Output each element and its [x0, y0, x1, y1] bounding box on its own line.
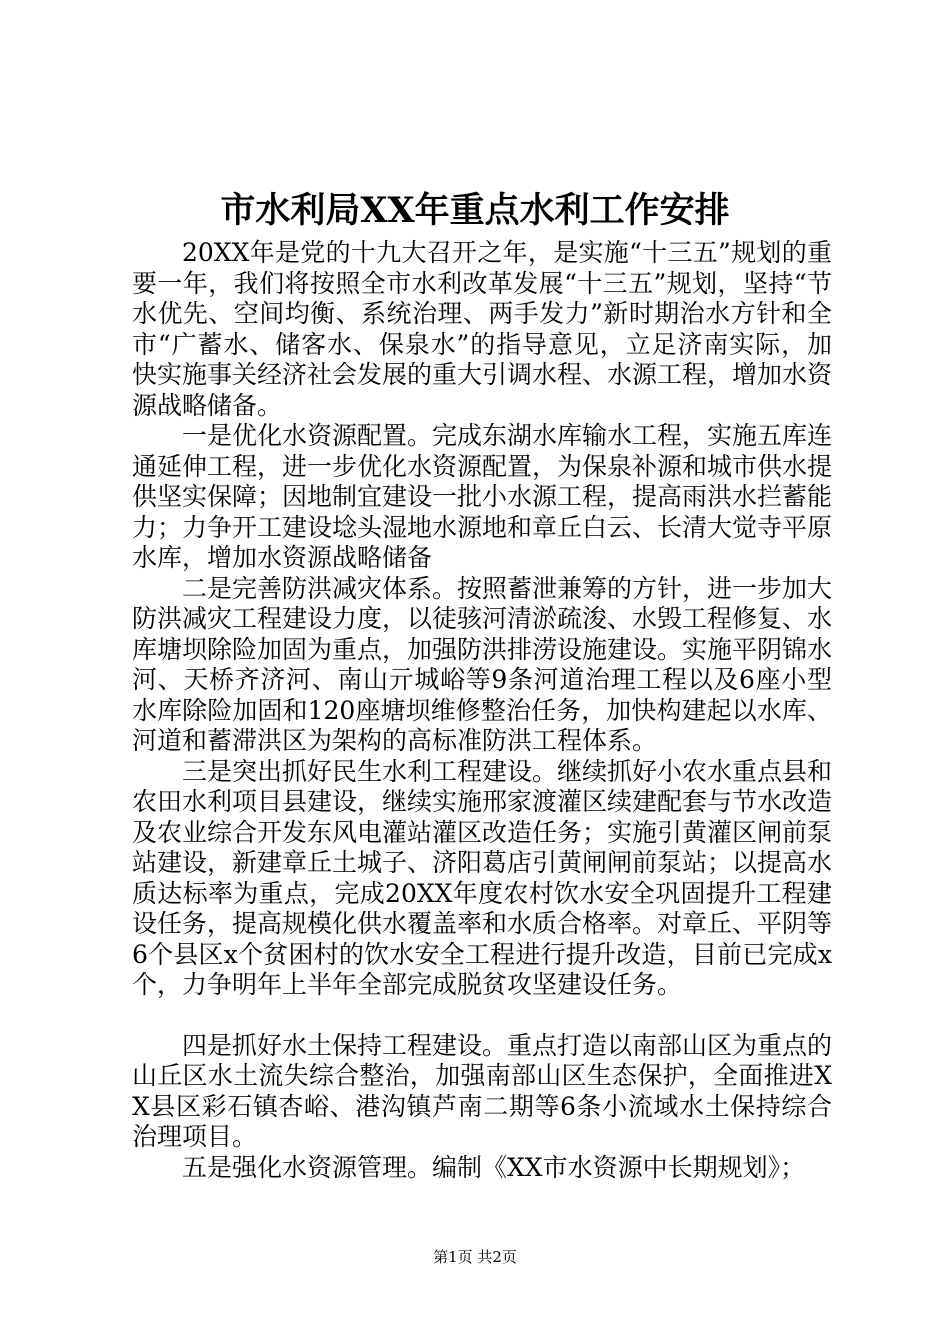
page-number-footer: 第1页 共2页	[433, 1248, 517, 1266]
paragraph-flood-control: 二是完善防洪减灾体系。按照蓄泄兼筹的方针，进一步加大防洪减灾工程建设力度，以徒骇河清淤疏浚、水毁工程修复、水库塘坝除险加固为重点，加强防洪排涝设施建设。实施平阴锦水河、天桥齐济河、南山亓城峪等9条河道治理工程以及6座小型水库除险加固和120座塘坝维修整治任务，加快构建起以水库、河道和蓄滞洪区为架构的高标准防洪工程体系。	[132, 573, 833, 755]
paragraph-soil-conservation: 四是抓好水土保持工程建设。重点打造以南部山区为重点的山丘区水土流失综合整治，加强南部山区生态保护，全面推进XX县区彩石镇杏峪、港沟镇芦南二期等6条小流域水土保持综合治理项目。	[132, 1030, 833, 1151]
document-title: 市水利局XX年重点水利工作安排	[220, 190, 730, 231]
paragraph-intro: 20XX年是党的十九大召开之年，是实施“十三五”规划的重要一年，我们将按照全市水利改革发展“十三五”规划，坚持“节水优先、空间均衡、系统治理、两手发力”新时期治水方针和全市“广蓄水、储客水、保泉水”的指导意见，立足济南实际，加快实施事关经济社会发展的重大引调水程、水源工程，增加水资源战略储备。	[132, 238, 833, 420]
paragraph-water-allocation: 一是优化水资源配置。完成东湖水库输水工程，实施五库连通延伸工程，进一步优化水资源配置，为保泉补源和城市供水提供坚实保障；因地制宜建设一批小水源工程，提高雨洪水拦蓄能力；力争开工建设埝头湿地水源地和章丘白云、长清大觉寺平原水库，增加水资源战略储备	[132, 421, 833, 572]
document-body	[132, 238, 832, 1183]
paragraph-water-management: 五是强化水资源管理。编制《XX市水资源中长期规划》；	[182, 1152, 806, 1182]
paragraph-livelihood-projects: 三是突出抓好民生水利工程建设。继续抓好小农水重点县和农田水利项目县建设，继续实施邢家渡灌区续建配套与节水改造及农业综合开发东风电灌站灌区改造任务；实施引黄灌区闸前泵站建设，新建章丘土城子、济阳葛店引黄闸闸前泵站；以提高水质达标率为重点，完成20XX年度农村饮水安全巩固提升工程建设任务，提高规模化供水覆盖率和水质合格率。对章丘、平阴等6个县区x个贫困村的饮水安全工程进行提升改造，目前已完成x个，力争明年上半年全部完成脱贫攻坚建设任务。	[132, 756, 833, 999]
